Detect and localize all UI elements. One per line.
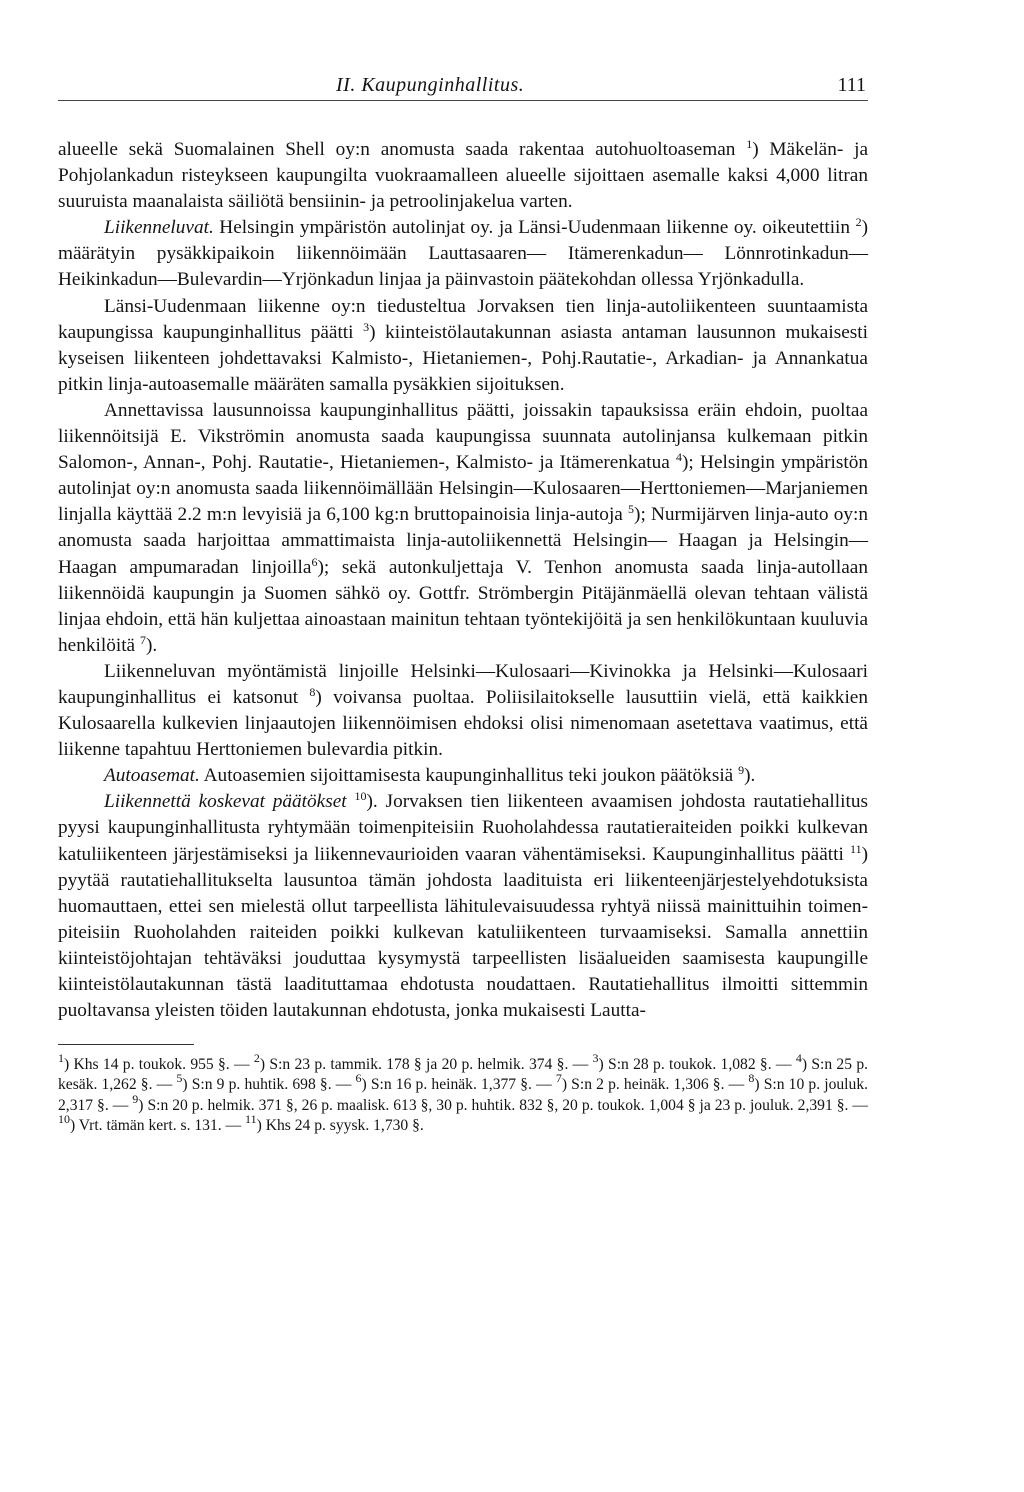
footnote-ref: 1 — [746, 137, 753, 151]
document-page — [58, 74, 868, 1136]
footnotes — [58, 1051, 869, 1136]
text-run: ) S:n 25 p. kesäk. 1,262 §. — — [58, 1056, 869, 1094]
text-run: ) määrätyin pysäkkipaikoin liikennöimään Lauttasaaren— Itämerenkadun— Lönnrotinkadun—Heikinkadun—Bulevardin—Yrjönkadun linjaa ja päinvastoin päätekohdan ollessa Yrjönkadulla. — [58, 217, 868, 291]
text-run: ) S:n 20 p. helmik. 371 §, 26 p. maalisk. 613 §, 30 p. huhtik. 832 §, 20 p. toukok. 1,004 § ja 23 p. jouluk. 2,391 §. — — [138, 1096, 868, 1114]
text-run: ) pyytää rautatiehallitukselta lausuntoa tämän johdosta laadituista eri liikenteenjärjestelyehdotuksista huomauttaen, ettei sen mielestä ollut tarpeellista lähitulevaisuudessa ryhtyä niissä mainittuihin toimenpiteisiin Ruoholahden raiteiden poikki kulkevan katuliikenteen turvaamiseksi. Samalla annettiin kiinteistöjohtajan tehtäväksi jouduttaa kysymystä tarpeellisten lisäalueiden saamisesta kaupungille kiinteistölautakunnan tästä laadituttamaa ehdotusta noudattaen. Rautatiehallitus ilmoitti sittemmin puoltavansa yleisten töiden lautakunnan ehdotusta, jonka mukaisesti Lautta- — [58, 843, 868, 1022]
footnote-ref: 6 — [311, 554, 318, 569]
section-heading: Liikenneluvat. — [104, 217, 214, 239]
text-run: alueelle sekä Suomalainen Shell oy:n anomusta saada rakentaa autohuoltoaseman — [58, 139, 747, 160]
text-run: ); Helsingin ympäristön autolinjat oy:n anomusta saada liikennöimällään Helsingin—Kulosaaren—Herttoniemen—Marjaniemen linjalla käyttää 2.2 m:n levyisiä ja 6,100 kg:n bruttopainoisia linja-autoja — [58, 452, 869, 526]
text-run: ); Nurmijärven linja-auto oy:n anomusta saada harjoittaa ammattimaista linja-autoliikennettä Helsingin— Haagan ja Helsingin—Haagan ampumaradan linjoilla — [58, 504, 868, 578]
footnote-ref: 7 — [139, 632, 146, 647]
footnote-ref: 8 — [748, 1071, 755, 1086]
text-run: ). — [744, 765, 756, 787]
footnote-ref: 4 — [795, 1051, 802, 1066]
footnote-ref: 5 — [176, 1071, 183, 1086]
paragraph — [58, 137, 868, 215]
text-run: ) S:n 10 p. jouluk. 2,317 §. — — [58, 1076, 869, 1114]
footnote-ref: 1 — [58, 1051, 64, 1066]
text-run: ) kiinteistölautakunnan asiasta antaman lausunnon mukaisesti kyseisen liikenteen johdettavaksi Kalmisto-, Hietaniemen-, Pohj.Rautatie-, Arkadian- ja Annankatua pitkin linja-autoasemalle määräten samalla pysäkkien sijoituksen. — [58, 321, 868, 395]
paragraph — [58, 763, 868, 789]
section-heading: Liikennettä koskevat päätökset — [104, 791, 347, 813]
footnote-ref: 10 — [354, 789, 367, 804]
text-run: ). Jorvaksen tien liikenteen avaamisen johdosta rautatiehallitus pyysi kaupunginhallitusta ryhtymään toimenpiteisiin Ruoholahdessa rautatieraiteiden poikki kulkevan katuliikenteen järjestämiseksi ja liikennevaurioiden vaaran vähentämiseksi. Kaupunginhallitus päätti — [58, 791, 868, 865]
text-run: Autoasemien sijoittamisesta kaupunginhallitus teki joukon päätöksiä — [199, 765, 739, 787]
paragraph — [58, 398, 868, 659]
text-run: ) S:n 9 p. huhtik. 698 §. — — [182, 1076, 356, 1094]
text-run: ) Khs 14 p. toukok. 955 §. — — [64, 1056, 254, 1074]
footnote-ref: 4 — [676, 450, 683, 465]
text-run: ) S:n 28 p. toukok. 1,082 §. — — [598, 1056, 796, 1074]
text-run: Liikenneluvan myöntämistä linjoille Helsinki—Kulosaari—Kivinokka ja Helsinki—Kulosaari kaupunginhallitus ei katsonut — [58, 660, 868, 708]
footnote-ref: 9 — [132, 1091, 139, 1106]
text-run — [347, 791, 355, 812]
section-heading: Autoasemat. — [104, 765, 200, 787]
page-number: 111 — [837, 74, 866, 96]
text-run: ) S:n 2 p. heinäk. 1,306 §. — — [561, 1076, 749, 1094]
paragraph — [58, 294, 868, 398]
footnote-ref: 11 — [850, 841, 862, 856]
footnote-ref: 3 — [592, 1051, 599, 1066]
footnote-ref: 2 — [855, 215, 862, 230]
text-run: ) Mäkelän- ja Pohjolankadun risteykseen kaupungilta vuokraamalleen alueelle sijoittaen asemalle kaksi 4,000 litran suuruista maanalaista säiliötä bensiinin- ja petroolinjakelua varten. — [58, 139, 868, 213]
text-run: ) S:n 23 p. tammik. 178 § ja 20 p. helmik. 374 §. — — [259, 1056, 593, 1074]
running-header — [58, 74, 868, 101]
text-run: Helsingin ympäristön autolinjat oy. ja Länsi-Uudenmaan liikenne oy. oikeutettiin — [213, 217, 856, 239]
footnote-rule — [58, 1044, 194, 1045]
footnote-ref: 11 — [245, 1111, 257, 1126]
text-run: ); sekä autonkuljettaja V. Tenhon anomusta saada linja-autollaan liikennöidä kaupungin ja Suomen sähkö oy. Gottfr. Strömbergin Pitäjänmäellä olevan tehtaan välistä linjaa ehdoin, että hän kuljettaa ainoastaan mainitun tehtaan työntekijöitä ja sen henkilökuntaan kuuluvia henkilöitä — [58, 556, 868, 656]
text-run: ) S:n 16 p. heinäk. 1,377 §. — — [361, 1076, 556, 1094]
text-run: ) Vrt. tämän kert. s. 131. — — [70, 1116, 246, 1134]
footnote-ref: 10 — [58, 1111, 70, 1126]
text-run: Länsi-Uudenmaan liikenne oy:n tiedusteltua Jorvaksen tien linja-autoliikenteen suuntaamista kaupungissa kaupunginhallitus päätti — [58, 295, 868, 343]
footnote-paragraph — [58, 1051, 869, 1136]
footnote-ref: 8 — [309, 684, 316, 699]
body-text — [58, 137, 868, 1024]
footnote-ref: 5 — [628, 502, 635, 517]
paragraph — [58, 789, 868, 1024]
footnote-ref: 6 — [355, 1071, 362, 1086]
text-run: Annettavissa lausunnoissa kaupunginhallitus päätti, joissakin tapauksissa eräin ehdoin, puoltaa liikennöitsijä E. Vikströmin anomusta saada kaupungissa suunnata autolinjansa kulkemaan pitkin Salomon-, Annan-, Pohj. Rautatie-, Hietaniemen-, Kalmisto- ja Itämerenkatua — [58, 399, 868, 474]
footnote-ref: 9 — [738, 763, 745, 778]
footnote-ref: 2 — [253, 1051, 260, 1066]
text-run: ) Khs 24 p. syysk. 1,730 §. — [256, 1116, 424, 1134]
footnote-ref: 7 — [555, 1071, 562, 1086]
header-title: II. Kaupunginhallitus. — [336, 74, 525, 96]
paragraph — [58, 659, 868, 763]
text-run: ) voivansa puoltaa. Poliisilaitokselle lausuttiin vielä, että kaikkien Kulosaarella kulkevien linjaautojen liikennöimisen ehdoksi olisi nimenomaan asetettava vaatimus, että liikenne tapahtuu Herttoniemen bulevardia pitkin. — [58, 686, 868, 761]
footnote-ref: 3 — [363, 319, 370, 334]
text-run: ). — [145, 634, 158, 656]
paragraph — [58, 215, 868, 293]
